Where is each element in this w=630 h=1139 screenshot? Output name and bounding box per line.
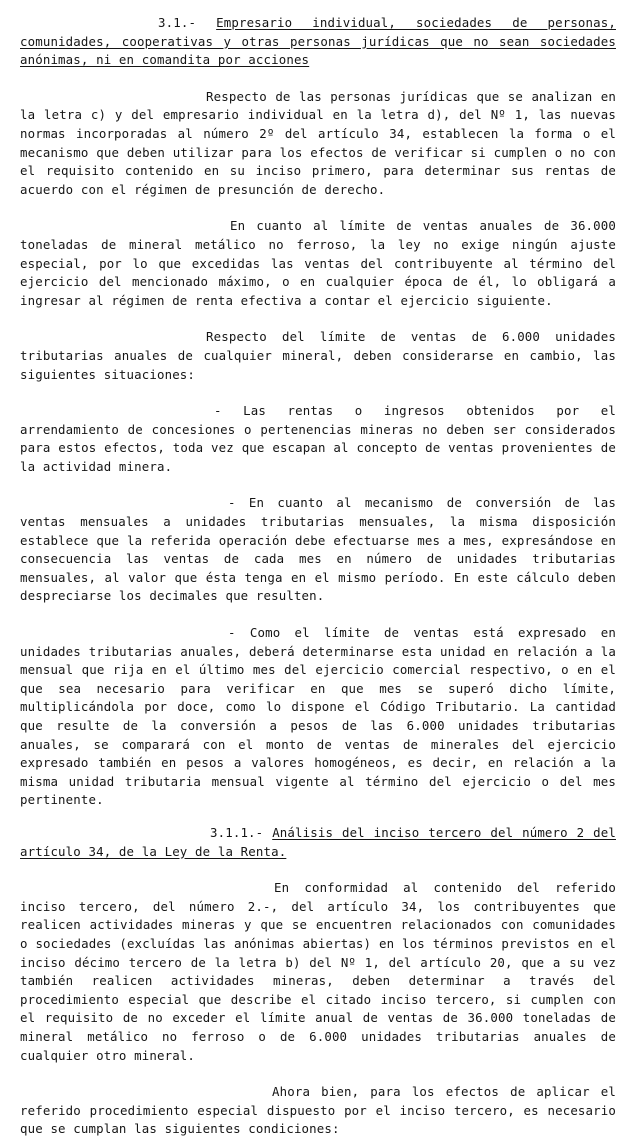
section-heading-3-1 bbox=[20, 14, 616, 70]
paragraph-limite-toneladas: En cuanto al límite de ventas anuales de 36.000 toneladas de mineral metálico no ferroso, la ley no exige ningún ajuste especial, por lo que excedidas las ventas del contribuyente al término del ejercicio del mencionado máximo, o en cualquier época de él, lo obligará a ingresar al régimen de renta efectiva a contar el ejercicio siguiente. bbox=[20, 218, 616, 308]
section-title: Empresario individual, sociedades de personas, comunidades, cooperativas y otras personas jurídicas que no sean sociedades anónimas, ni en comandita por acciones bbox=[20, 15, 616, 68]
paragraph-ahora-bien: Ahora bien, para los efectos de aplicar el referido procedimiento especial dispuesto por el inciso tercero, es necesario que se cumplan las siguientes condiciones: bbox=[20, 1084, 616, 1137]
paragraph-limite-anual: - Como el límite de ventas está expresado en unidades tributarias anuales, deberá determinarse esta unidad en relación a la mensual que rija en el último mes del ejercicio comercial respectivo, o en el que sea necesario para verificar en que mes se superó dicho límite, multiplicándola por doce, como lo dispone el Código Tributario. La cantidad que resulte de la conversión a pesos de las 6.000 unidades tributarias anuales, se comparará con el monto de ventas de minerales del ejercicio expresado también en pesos a valores homogéneos, es decir, en relación a la misma unidad tributaria mensual vigente al término del ejercicio o del mes pertinente. bbox=[20, 625, 616, 808]
section-title: Análisis del inciso tercero del número 2 del artículo 34, de la Ley de la Renta. bbox=[20, 824, 616, 859]
section-number: 3.1.1.- bbox=[210, 824, 264, 840]
paragraph-rentas-arrendamiento: - Las rentas o ingresos obtenidos por el arrendamiento de concesiones o pertenencias mineras no deben ser considerados para estos efectos, toda vez que escapan al concepto de ventas provenientes de la actividad minera. bbox=[20, 403, 616, 474]
paragraph-personas-juridicas: Respecto de las personas jurídicas que se analizan en la letra c) y del empresario individual en la letra d), del Nº 1, las nuevas normas incorporadas al número 2º del artículo 34, establecen la forma o el mecanismo que deben utilizar para los efectos de verificar si cumplen o no con el requisito contenido en su inciso primero, para determinar sus rentas de acuerdo con el régimen de presunción de derecho. bbox=[20, 88, 616, 197]
paragraph-limite-unidades: Respecto del límite de ventas de 6.000 unidades tributarias anuales de cualquier mineral, deben considerarse en cambio, las siguientes situaciones: bbox=[20, 329, 616, 382]
section-number: 3.1.- bbox=[158, 15, 197, 30]
paragraph-conformidad: En conformidad al contenido del referido inciso tercero, del número 2.-, del artículo 34, los contribuyentes que realicen actividades mineras y que se encuentren relacionados con comunidades o sociedades (excluídas las anónimas abiertas) en los términos previstos en el inciso décimo tercero de la letra b) del Nº 1, del artículo 20, que a su vez también realicen actividades mineras, deben determinar a través del procedimiento especial que describe el citado inciso tercero, si cumplen con el requisito de no exceder el límite anual de ventas de 36.000 toneladas de mineral metálico no ferroso o de 6.000 unidades tributarias anuales de cualquier otro mineral. bbox=[20, 880, 616, 1063]
document-page bbox=[20, 14, 616, 1139]
section-heading-3-1-1 bbox=[20, 824, 616, 861]
paragraph-mecanismo-conversion: - En cuanto al mecanismo de conversión de las ventas mensuales a unidades tributarias mensuales, la misma disposición establece que la referida operación debe efectuarse mes a mes, expresándose en consecuencia las ventas de cada mes en número de unidades tributarias mensuales, al valor que ésta tenga en el mismo período. En este cálculo deben despreciarse los decimales que resulten. bbox=[20, 495, 616, 604]
